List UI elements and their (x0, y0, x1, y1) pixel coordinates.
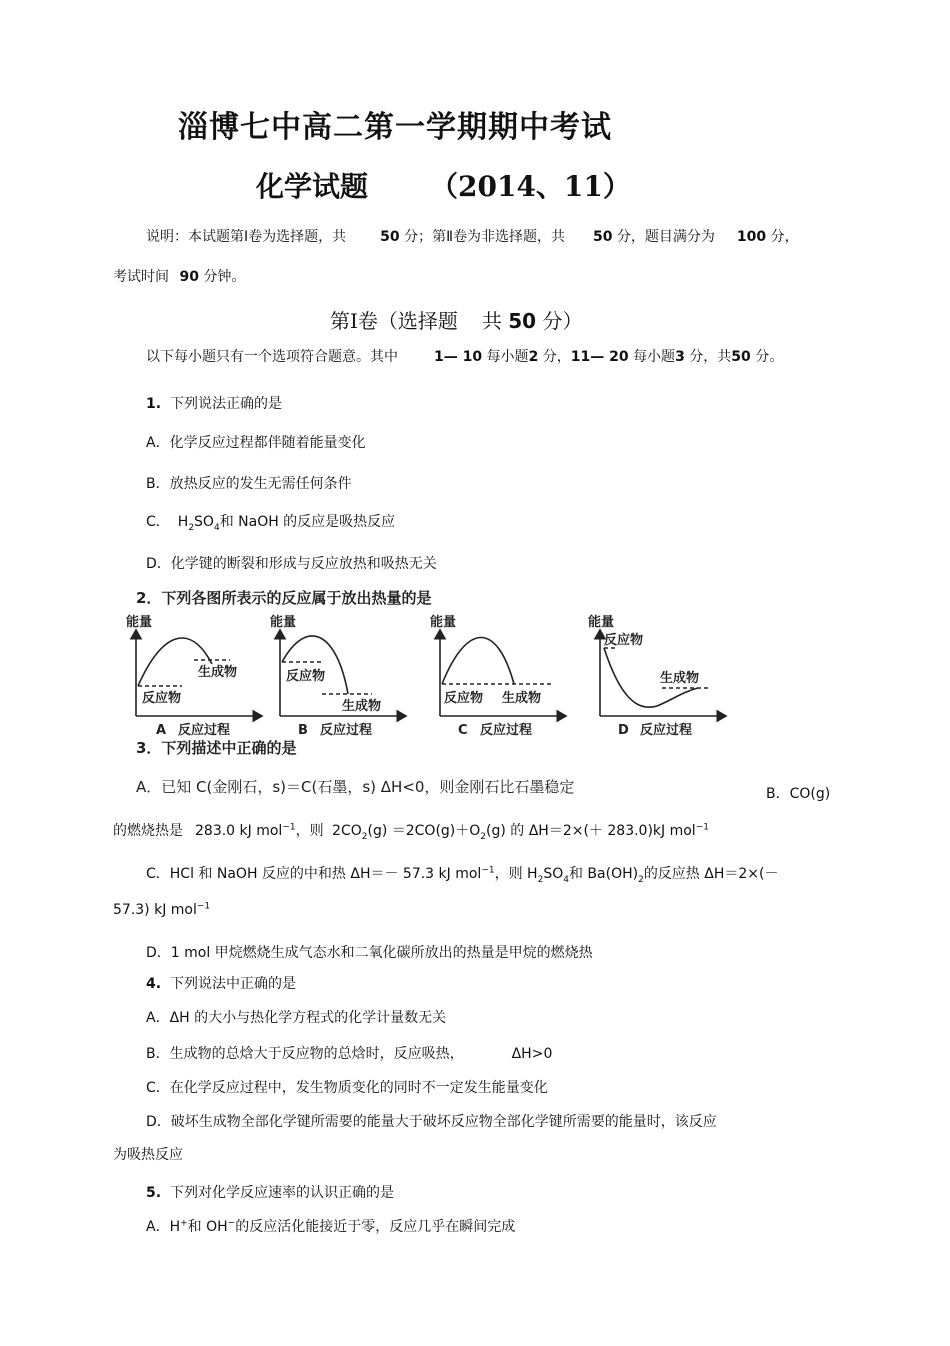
q2-stem: 2．下列各图所表示的反应属于放出热量的是 (136, 589, 432, 607)
q3-option-b: 的燃烧热是 283.0 kJ mol$^{-1}$，则 $2CO_2(g) =2CO(g)+O_2(g)$ 的 ΔH＝2×(＋ 283.0)kJ mol$^{-1}$ (113, 822, 709, 842)
diagram-b-curve (282, 636, 348, 694)
diagram-d-x-label: 反应过程 (640, 723, 693, 738)
diagram-c-product: 生成物 (502, 691, 542, 706)
q4-option-a: A．ΔH 的大小与热化学方程式的化学计量数无关 (146, 1010, 447, 1026)
q3-option-b-head: B．CO(g) (766, 786, 831, 802)
diagram-a-letter: A (156, 723, 167, 738)
q5-stem: 5. 下列对化学反应速率的认识正确的是 (146, 1185, 394, 1201)
q4-option-c: C．在化学反应过程中，发生物质变化的同时不一定发生能量变化 (146, 1080, 548, 1096)
diagram-d-reactant: 反应物 (604, 633, 644, 648)
diagram-c-reactant: 反应物 (444, 691, 484, 706)
q4-option-b: B．生成物的总焓大于反应物的总焓时，反应吸热， ΔH>0 (146, 1046, 553, 1062)
q4-option-d: D．破坏生成物全部化学键所需要的能量大于破坏反应物全部化学键所需要的能量时，该反应 (146, 1114, 717, 1130)
diagram-b-letter: B (298, 723, 308, 738)
diagram-b-y-label: 能量 (270, 615, 297, 630)
diagram-a-reactant: 反应物 (142, 691, 182, 706)
q3-option-c-cont: 57.3) kJ mol$^{-1}$ (113, 901, 211, 918)
q1-option-c: C． $H_2SO_4$和 NaOH 的反应是吸热反应 (146, 514, 396, 533)
q3-stem: 3．下列描述中正确的是 (136, 739, 297, 757)
q3-option-d: D．1 mol 甲烷燃烧生成气态水和二氧化碳所放出的热量是甲烷的燃烧热 (146, 945, 593, 961)
q5-option-a: A．H+和 OH−的反应活化能接近于零，反应几乎在瞬间完成 (146, 1218, 516, 1235)
intro-line-2: 考试时间 90 分钟。 (113, 269, 246, 285)
q1-option-d: D．化学键的断裂和形成与反应放热和吸热无关 (146, 556, 437, 572)
diagram-a-product: 生成物 (198, 665, 238, 680)
q1-option-a: A．化学反应过程都伴随着能量变化 (146, 435, 366, 451)
diagram-a-y-label: 能量 (126, 615, 153, 630)
intro-line-1: 说明：本试题第Ⅰ卷为选择题，共 50 分；第Ⅱ卷为非选择题，共 50 分，题目满分为 100 分， (146, 229, 799, 245)
diagram-d-y-label: 能量 (588, 615, 615, 630)
q4-stem: 4. 下列说法中正确的是 (146, 976, 296, 992)
diagram-c-letter: C (458, 723, 468, 738)
diagram-c-y-label: 能量 (430, 615, 457, 630)
q3-option-a: A．已知 C(金刚石，s)＝C(石墨，s) ΔH<0，则金刚石比石墨稳定 (136, 778, 575, 796)
exam-date: （2014、11） (430, 170, 631, 203)
section-title: 第Ⅰ卷（选择题 共 50 分） (330, 309, 583, 333)
diagram-b-reactant: 反应物 (286, 669, 326, 684)
q3-option-c: C．HCl 和 NaOH 反应的中和热 ΔH＝－ 57.3 kJ mol$^{-1}$，则 $H_2SO_4$和 $Ba(OH)_2$的反应热 ΔH＝2×(－ (146, 865, 779, 885)
diagram-d-letter: D (618, 723, 629, 738)
diagram-a-x-label: 反应过程 (178, 723, 231, 738)
exam-title: 淄博七中高二第一学期期中考试 (178, 110, 612, 145)
subject-title: 化学试题 (256, 170, 369, 203)
diagram-b-x-label: 反应过程 (320, 723, 373, 738)
diagram-c-x-label: 反应过程 (480, 723, 533, 738)
diagram-c-curve (442, 638, 514, 685)
diagram-b-product: 生成物 (342, 699, 382, 714)
section-instructions: 以下每小题只有一个选项符合题意。其中 1— 10 每小题2 分，11— 20 每小题3 分，共50 分。 (146, 349, 784, 365)
scanned-figure-region (122, 582, 762, 795)
diagram-d-product: 生成物 (660, 671, 700, 686)
q1-stem: 1. 下列说法正确的是 (146, 396, 282, 412)
q4-option-d-cont: 为吸热反应 (113, 1147, 183, 1163)
q1-option-b: B．放热反应的发生无需任何条件 (146, 476, 352, 492)
